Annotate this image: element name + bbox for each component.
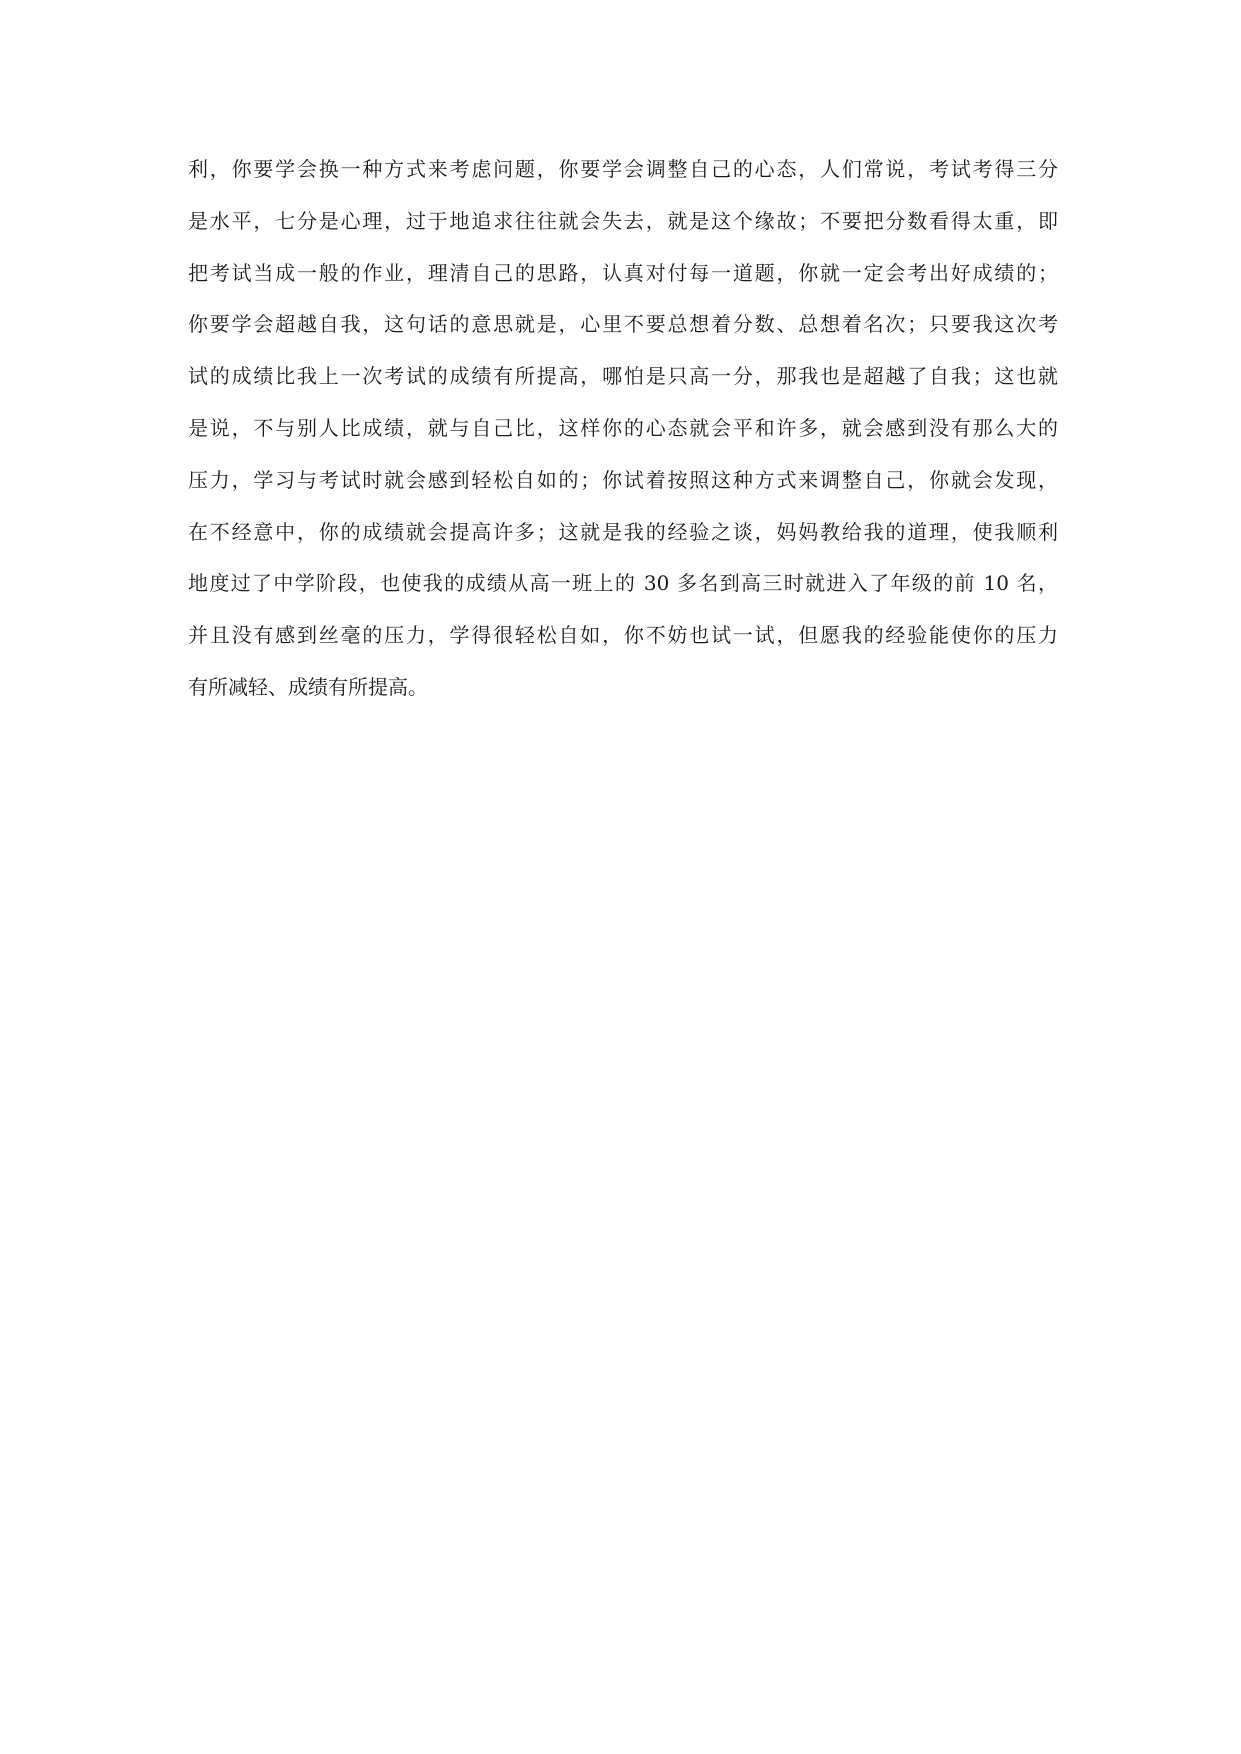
body-paragraph: [188, 153, 1058, 723]
text-line: 并且没有感到丝毫的压力，学得很轻松自如，你不妨也试一试，但愿我的经验能使你的压力: [188, 623, 1058, 648]
text-line: 在不经意中，你的成绩就会提高许多；这就是我的经验之谈，妈妈教给我的道理，使我顺利: [188, 519, 1058, 544]
text-line: 有所减轻、成绩有所提高。: [188, 674, 428, 699]
text-line: 把考试当成一般的作业，理清自己的思路，认真对付每一道题，你就一定会考出好成绩的；: [188, 260, 1058, 285]
text-line: 利，你要学会换一种方式来考虑问题，你要学会调整自己的心态，人们常说，考试考得三分: [188, 157, 1058, 181]
text-line: 压力，学习与考试时就会感到轻松自如的；你试着按照这种方式来调整自己，你就会发现，: [188, 467, 1058, 492]
text-line: 是水平，七分是心理，过于地追求往往就会失去，就是这个缘故；不要把分数看得太重，即: [188, 208, 1058, 233]
text-line: 试的成绩比我上一次考试的成绩有所提高，哪怕是只高一分，那我也是超越了自我；这也就: [188, 364, 1058, 389]
text-line: 你要学会超越自我，这句话的意思就是，心里不要总想着分数、总想着名次；只要我这次考: [188, 312, 1058, 337]
text-line: 地度过了中学阶段，也使我的成绩从高一班上的 30 多名到高三时就进入了年级的前 10 名，: [188, 571, 1058, 596]
text-line: 是说，不与别人比成绩，就与自己比，这样你的心态就会平和许多，就会感到没有那么大的: [188, 415, 1058, 440]
